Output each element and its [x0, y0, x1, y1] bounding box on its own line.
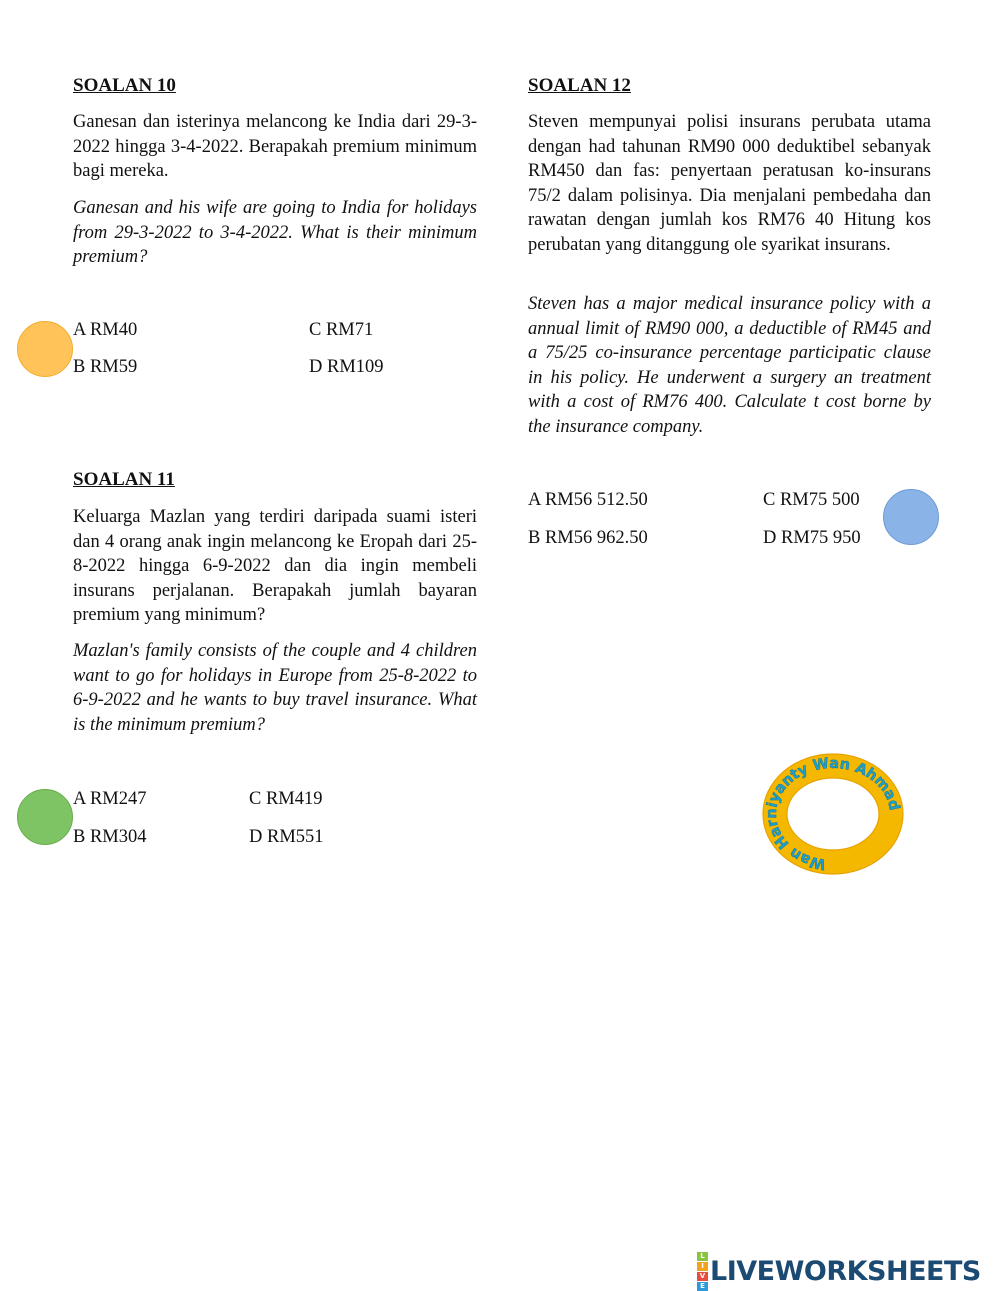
q10-english-text: Ganesan and his wife are going to India for holidays from 29-3-2022 to 3-4-2022. What is their minimum premium? — [73, 198, 477, 267]
liveworksheets-logo — [697, 1253, 981, 1289]
q12-english-text: Steven has a major medical insurance policy with a annual limit of RM90 000, a deductible of RM45 and a 75/25 co-insurance percentage participatic clause in his policy. He underwent a surgery an treatment with a cost of RM76 400. Calculate t cost borne by the insurance company. — [528, 294, 931, 437]
logo-mark-letter: V — [697, 1272, 708, 1281]
q12-answer-drop-target[interactable] — [883, 489, 939, 545]
q11-malay-text: Keluarga Mazlan yang terdiri daripada suami isteri dan 4 orang anak ingin melancong ke Eropah dari 25-8-2022 hingga 6-9-2022 dan dia ingin membeli insurans perjalanan. Berapakah jumlah bayaran premium yang minimum? — [73, 507, 477, 625]
q10-answer-drop-target[interactable] — [17, 321, 73, 377]
q11-option-d: D RM551 — [249, 827, 324, 847]
liveworksheets-logo-text: LIVEWORKSHEETS — [710, 1255, 981, 1287]
logo-mark-letter: L — [697, 1252, 708, 1261]
q12-option-a: A RM56 512.50 — [528, 490, 648, 510]
author-stamp-text: Wan Harniyanty Wan Ahmad — [763, 755, 902, 872]
liveworksheets-logo-mark — [697, 1252, 708, 1291]
q11-title: SOALAN 11 — [73, 469, 175, 490]
q12-option-b: B RM56 962.50 — [528, 528, 648, 548]
q12-option-c: C RM75 500 — [763, 490, 860, 510]
q10-option-b: B RM59 — [73, 357, 138, 377]
q11-option-b: B RM304 — [73, 827, 147, 847]
logo-mark-letter: I — [697, 1262, 708, 1271]
q11-answer-drop-target[interactable] — [17, 789, 73, 845]
q12-option-d: D RM75 950 — [763, 528, 861, 548]
logo-mark-letter: E — [697, 1282, 708, 1291]
q11-option-c: C RM419 — [249, 789, 323, 809]
q10-option-a: A RM40 — [73, 320, 138, 340]
q10-option-c: C RM71 — [309, 320, 374, 340]
q11-english-text: Mazlan's family consists of the couple and 4 children want to go for holidays in Europe from 25-8-2022 to 6-9-2022 and he wants to buy travel insurance. What is the minimum premium? — [73, 641, 477, 735]
q10-title: SOALAN 10 — [73, 75, 176, 96]
q12-malay-text: Steven mempunyai polisi insurans perubata utama dengan had tahunan RM90 000 deduktibel sebanyak RM450 dan fas: penyertaan peratusan ko-insurans 75/2 dalam polisinya. Dia menjalani pembedaha dan rawatan dengan jumlah kos RM76 40 Hitung kos perubatan yang ditanggung ole syarikat insurans. — [528, 112, 931, 255]
q11-option-a: A RM247 — [73, 789, 147, 809]
q12-title: SOALAN 12 — [528, 75, 631, 96]
q10-option-d: D RM109 — [309, 357, 384, 377]
q10-malay-text: Ganesan dan isterinya melancong ke India dari 29-3-2022 hingga 3-4-2022. Berapakah premium minimum bagi mereka. — [73, 112, 477, 181]
author-stamp — [758, 748, 908, 878]
